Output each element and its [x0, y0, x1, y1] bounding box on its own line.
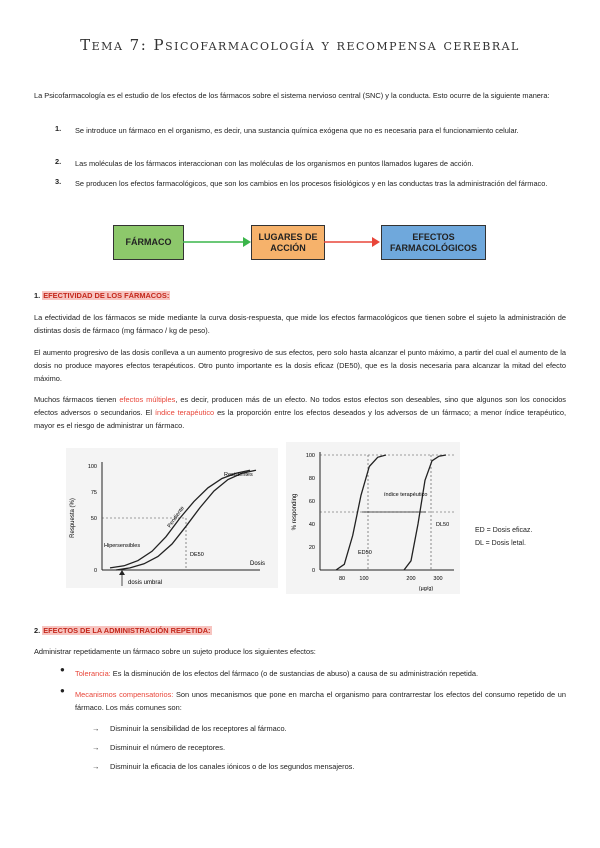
- flow-box-lugares: LUGARES DE ACCIÓN: [251, 225, 325, 260]
- tolerance-item: Tolerancia: Es la disminución de los efectos del fármaco (o de sustancias de abuso) a causa de su administración repetida.: [75, 669, 479, 678]
- y-tick-label: 0: [311, 568, 315, 574]
- legend-dl: DL = Dosis letal.: [475, 540, 526, 547]
- step-text: Se producen los efectos farmacológicos, que son los cambios en los procesos fisiológicos y en las conductas tras la administración del fármaco.: [75, 179, 548, 188]
- step-number: 3.: [55, 177, 62, 186]
- x-tick-label: 80: [338, 576, 346, 582]
- therapeutic-index-chart: [286, 442, 460, 594]
- section-1-paragraph: La efectividad de los fármacos se mide mediante la curva dosis-respuesta, que mide los efectos farmacológicos que tienen sobre el sujeto la administración de distintas dosis de fármaco (mg fármaco / kg de peso).: [34, 313, 566, 335]
- section-2-heading: 2. EFECTOS DE LA ADMINISTRACIÓN REPETIDA:: [34, 626, 211, 635]
- page-title: Tema 7: Psicofarmacología y recompensa cerebral: [80, 36, 520, 54]
- section-1-heading: 1. EFECTIVIDAD DE LOS FÁRMACOS:: [34, 291, 170, 300]
- bullet-dot: ●: [60, 686, 65, 695]
- section-1-paragraph: Muchos fármacos tienen efectos múltiples, es decir, producen más de un efecto. No todos estos efectos son deseables, sino que algunos son los conocidos efectos adversos o secundarios. El índice terapéutico es la proporción entre los efectos deseados y los adversos de un fármaco; a menor índice terapéutico, mayor es el riesgo de administrar un fármaco.: [34, 395, 566, 430]
- y-tick-label: 40: [308, 522, 315, 528]
- step-number: 1.: [55, 124, 62, 133]
- y-tick-label: 50: [90, 516, 97, 522]
- dl50-label: DL50: [436, 522, 450, 528]
- y-tick-label: 20: [308, 545, 315, 551]
- y-tick-label: 100: [87, 464, 97, 470]
- y-tick-label: 0: [93, 568, 97, 574]
- series-label: Hipersensibles: [104, 543, 141, 549]
- y-tick-label: 100: [305, 453, 315, 459]
- y-tick-label: 80: [308, 476, 315, 482]
- ed50-label: ED50: [358, 550, 372, 556]
- y-axis-label: Respuesta (%): [70, 498, 76, 538]
- intro-paragraph: La Psicofarmacología es el estudio de los efectos de los fármacos sobre el sistema nervioso central (SNC) y la conducta. Esto ocurre de la siguiente manera:: [34, 91, 550, 100]
- green-arrow: [183, 236, 253, 248]
- y-tick-label: 75: [90, 490, 97, 496]
- ti-label: índice terapéutico: [384, 492, 428, 498]
- subitem: → Disminuir la sensibilidad de los receptores al fármaco.: [92, 724, 287, 733]
- y-tick-label: 60: [308, 499, 315, 505]
- step-text: Se introduce un fármaco en el organismo, es decir, una sustancia química exógena que no es necesaria para el funcionamiento celular.: [75, 126, 519, 135]
- bullet-dot: ●: [60, 665, 65, 674]
- ed50-label: DE50: [190, 552, 204, 558]
- dose-response-chart: [66, 448, 278, 588]
- flow-box-efectos: EFECTOS FARMACOLÓGICOS: [381, 225, 486, 260]
- subitem: → Disminuir el número de receptores.: [92, 743, 226, 752]
- series-label: Resistentes: [224, 472, 253, 478]
- section-1-paragraph: El aumento progresivo de las dosis conlleva a un aumento progresivo de sus efectos, pero solo hasta alcanzar el punto máximo, a partir del cual el aumento de la dosis no produce mayores efectos terapéuticos. Otro punto importante es la dosis eficaz (DE50), que es la dosis necesaria para alcanzar la mitad del efecto máximo.: [34, 348, 566, 383]
- step-number: 2.: [55, 157, 62, 166]
- compensatory-item: Mecanismos compensatorios: Son unos mecanismos que pone en marcha el organismo para contrarrestar los efectos del consumo repetido de un fármaco. Los más comunes son:: [75, 690, 566, 712]
- legend-ed: ED = Dosis eficaz.: [475, 527, 533, 534]
- flow-box-farmaco: FÁRMACO: [113, 225, 184, 260]
- x-tick-label: 300: [433, 576, 443, 582]
- slope-label: Pendiente: [166, 505, 186, 530]
- x-tick-label: 100: [359, 576, 369, 582]
- step-text: Las moléculas de los fármacos interaccionan con las moléculas de los organismos en puntos llamados lugares de acción.: [75, 159, 474, 168]
- y-axis-label: % responding: [292, 493, 298, 531]
- x-tick-label: 200: [406, 576, 416, 582]
- subitem: → Disminuir la eficacia de los canales iónicos o de los segundos mensajeros.: [92, 762, 355, 771]
- threshold-label: dosis umbral: [128, 580, 163, 586]
- red-arrow: [324, 236, 384, 248]
- section-2-intro: Administrar repetidamente un fármaco sobre un sujeto produce los siguientes efectos:: [34, 647, 316, 656]
- x-axis-label: (µg/g): [418, 586, 434, 592]
- x-axis-label: Dosis: [250, 561, 266, 567]
